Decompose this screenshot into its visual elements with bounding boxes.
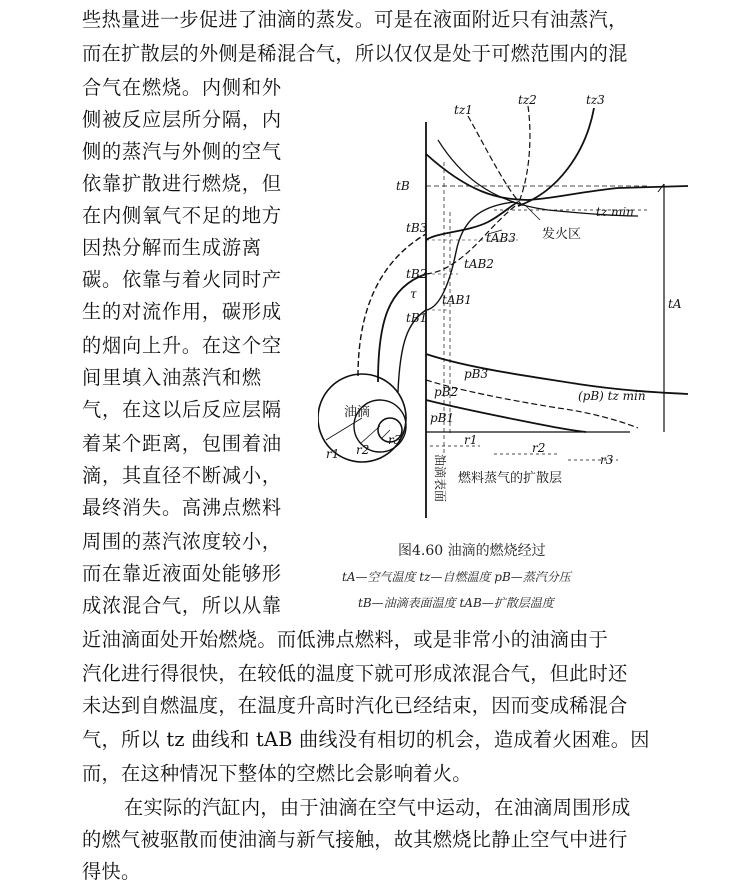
label-tAB1: tAB1 — [442, 293, 472, 307]
text-line-2: 而在扩散层的外侧是稀混合气，所以仅仅是处于可燃范围内的混 — [82, 42, 628, 65]
label-tA: tA — [668, 297, 682, 311]
text-line-3: 合气在燃烧。内侧和外 — [82, 76, 282, 99]
text-line: 的燃气被驱散而使油滴与新气接触，故其燃烧比静止空气中进行 — [82, 828, 628, 851]
text-line-1: 些热量进一步促进了油滴的蒸发。可是在液面附近只有油蒸汽， — [82, 8, 628, 31]
wrap-line: 间里填入油蒸汽和燃 — [82, 366, 262, 389]
label-pB-tz-min: (pB) tz min — [578, 389, 646, 403]
wrap-line: 因热分解而生成游离 — [82, 236, 262, 259]
wrap-line: 依靠扩散进行燃烧，但 — [82, 172, 282, 195]
label-rr3: r3 — [600, 453, 614, 467]
label-tz-min: tz min — [596, 205, 634, 219]
wrap-line: 生的对流作用，碳形成 — [82, 300, 282, 323]
label-tB: tB — [396, 179, 410, 193]
label-tAB2: tAB2 — [464, 257, 494, 271]
text-line-indented: 在实际的汽缸内，由于油滴在空气中运动，在油滴周围形成 — [124, 796, 631, 819]
wrap-line: 成浓混合气，所以从靠 — [82, 594, 282, 617]
label-r3: r3 — [388, 433, 402, 447]
wrap-line: 侧被反应层所分隔，内 — [82, 108, 282, 131]
wrap-line: 在内侧氧气不足的地方 — [82, 204, 282, 227]
label-surface: 油滴表面 — [433, 454, 447, 503]
label-rr1: r1 — [464, 433, 478, 447]
label-tB3: tB3 — [406, 221, 428, 235]
text-line: 而，在这种情况下整体的空燃比会影响着火。 — [82, 762, 472, 785]
label-diffusion-layer: 燃料蒸气的扩散层 — [458, 471, 563, 486]
label-tB1: tB1 — [406, 311, 428, 325]
label-tAB3: tAB3 — [486, 231, 516, 245]
wrap-line: 气，在这以后反应层隔 — [82, 398, 282, 421]
label-tz1: tz1 — [454, 103, 473, 117]
wrap-line: 侧的蒸汽与外侧的空气 — [82, 140, 282, 163]
wrap-line: 碳。依靠与着火同时产 — [82, 268, 282, 291]
figure-legend-1: tA—空气温度 tz—自燃温度 pB—蒸汽分压 — [342, 570, 571, 584]
text-line: 近油滴面处开始燃烧。而低沸点燃料，或是非常小的油滴由于 — [82, 628, 609, 651]
label-tz2: tz2 — [518, 93, 537, 107]
label-ignition-zone: 发火区 — [542, 227, 582, 242]
wrap-line: 周围的蒸汽浓度较小， — [82, 530, 282, 553]
label-droplet: 油滴 — [344, 405, 371, 420]
label-rr2: r2 — [532, 441, 546, 455]
text-line: 未达到自燃温度，在温度升高时汽化已经结束，因而变成稀混合 — [82, 694, 628, 717]
label-pB3: pB3 — [464, 367, 489, 381]
text-line: 汽化进行得很快，在较低的温度下就可形成浓混合气，但此时还 — [82, 662, 628, 685]
figure-legend-2: tB—油滴表面温度 tAB—扩散层温度 — [358, 596, 554, 610]
wrap-line: 的烟向上升。在这个空 — [82, 334, 282, 357]
label-tz3: tz3 — [586, 93, 605, 107]
label-tB2: tB2 — [406, 267, 428, 281]
wrap-line: 最终消失。高沸点燃料 — [82, 496, 282, 519]
droplet-combustion-figure — [318, 82, 690, 622]
wrap-line: 而在靠近液面处能够形 — [82, 562, 282, 585]
text-line: 得快。 — [82, 860, 141, 883]
text-line: 气，所以 tz 曲线和 tAB 曲线没有相切的机会，造成着火困难。因 — [82, 728, 650, 751]
label-r2: r2 — [356, 443, 370, 457]
label-r1: r1 — [326, 447, 340, 461]
wrap-line: 滴，其直径不断减小， — [82, 464, 282, 487]
label-tau: τ — [410, 287, 417, 301]
label-pB2: pB2 — [434, 385, 459, 399]
figure-diagram — [318, 82, 690, 542]
figure-caption: 图4.60 油滴的燃烧经过 — [398, 543, 546, 559]
wrap-line: 着某个距离，包围着油 — [82, 432, 282, 455]
label-pB1: pB1 — [430, 411, 455, 425]
